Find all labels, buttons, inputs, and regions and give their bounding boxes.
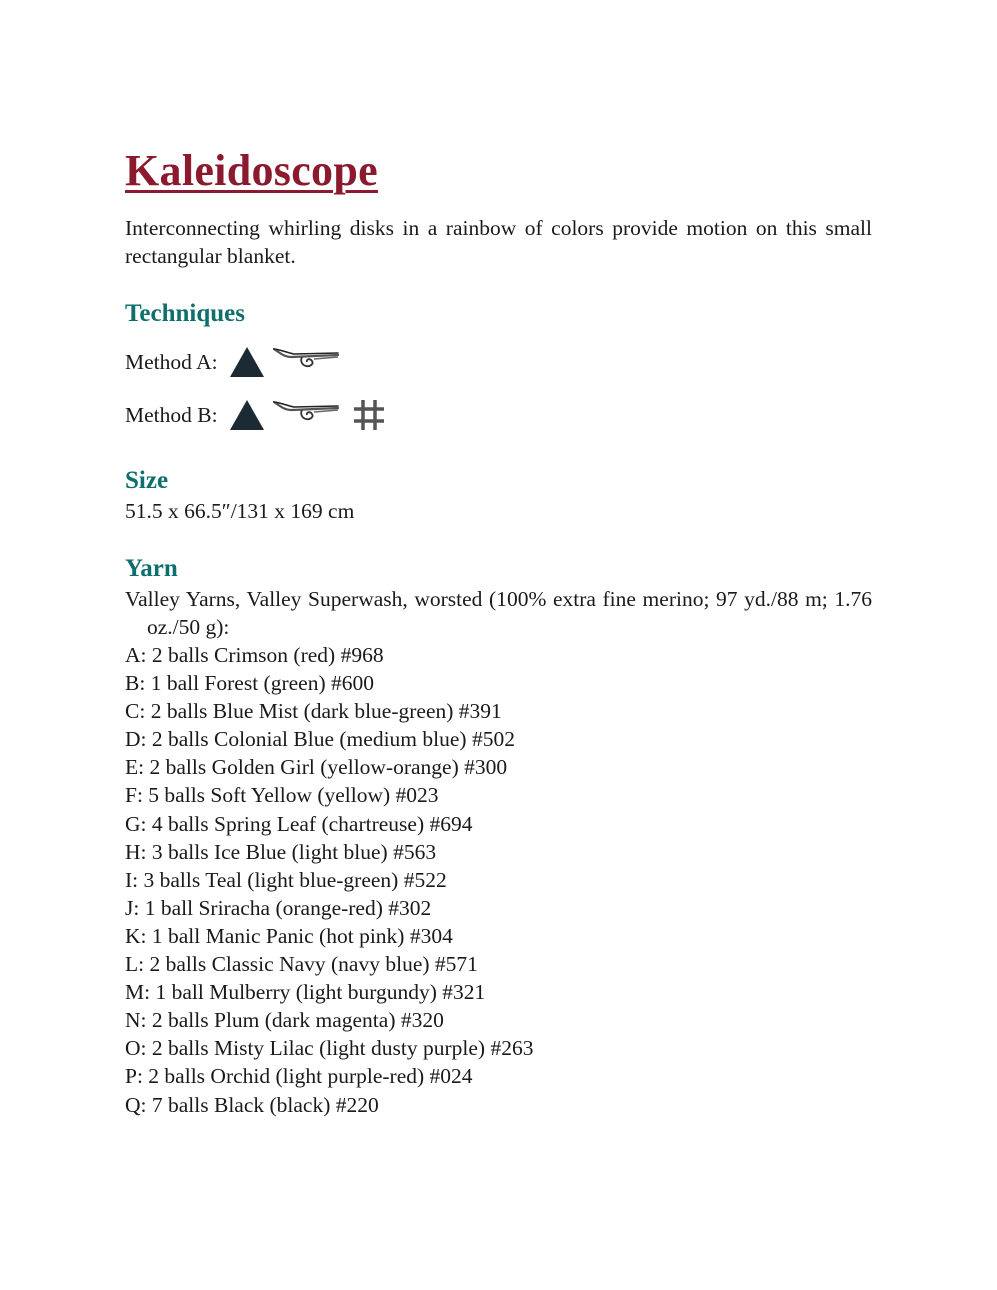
pattern-page: [125, 138, 872, 1119]
page-title: Kaleidoscope: [125, 146, 378, 195]
yarn-item: H: 3 balls Ice Blue (light blue) #563: [125, 839, 437, 864]
size-text: 51.5 x 66.5″/131 x 169 cm: [125, 499, 355, 523]
method-b-row: [125, 395, 872, 435]
hook-icon: [272, 345, 342, 379]
yarn-item: G: 4 balls Spring Leaf (chartreuse) #694: [125, 811, 473, 836]
hook-icon: [272, 398, 342, 432]
triangle-icon: [228, 398, 266, 432]
method-a-label: Method A:: [125, 349, 218, 374]
techniques-heading: Techniques: [125, 300, 245, 327]
yarn-item: F: 5 balls Soft Yellow (yellow) #023: [125, 783, 439, 808]
yarn-item: N: 2 balls Plum (dark magenta) #320: [125, 1008, 444, 1033]
intro-paragraph: Interconnecting whirling disks in a rainbow of colors provide motion on this small rectangular blanket.: [125, 216, 872, 268]
method-b-label: Method B:: [125, 402, 218, 427]
yarn-item: A: 2 balls Crimson (red) #968: [125, 643, 384, 667]
triangle-icon: [228, 345, 266, 379]
yarn-heading: Yarn: [125, 555, 178, 582]
yarn-item: K: 1 ball Manic Panic (hot pink) #304: [125, 923, 453, 948]
yarn-item: E: 2 balls Golden Girl (yellow-orange) #300: [125, 755, 508, 780]
yarn-item: I: 3 balls Teal (light blue-green) #522: [125, 867, 447, 892]
yarn-list: [125, 641, 872, 1119]
yarn-item: C: 2 balls Blue Mist (dark blue-green) #391: [125, 699, 502, 724]
yarn-item: J: 1 ball Sriracha (orange-red) #302: [125, 895, 432, 920]
yarn-item: M: 1 ball Mulberry (light burgundy) #321: [125, 980, 486, 1005]
yarn-item: P: 2 balls Orchid (light purple-red) #024: [125, 1064, 473, 1089]
grid-icon: [352, 398, 386, 432]
method-a-row: [125, 342, 872, 382]
yarn-description: Valley Yarns, Valley Superwash, worsted (100% extra fine merino; 97 yd./88 m; 1.76 oz./50 g):: [125, 587, 872, 639]
yarn-item: D: 2 balls Colonial Blue (medium blue) #502: [125, 727, 515, 752]
yarn-item: Q: 7 balls Black (black) #220: [125, 1092, 379, 1117]
yarn-item: O: 2 balls Misty Lilac (light dusty purple) #263: [125, 1036, 534, 1061]
yarn-item: B: 1 ball Forest (green) #600: [125, 671, 374, 696]
yarn-item: L: 2 balls Classic Navy (navy blue) #571: [125, 952, 478, 977]
size-heading: Size: [125, 467, 169, 494]
